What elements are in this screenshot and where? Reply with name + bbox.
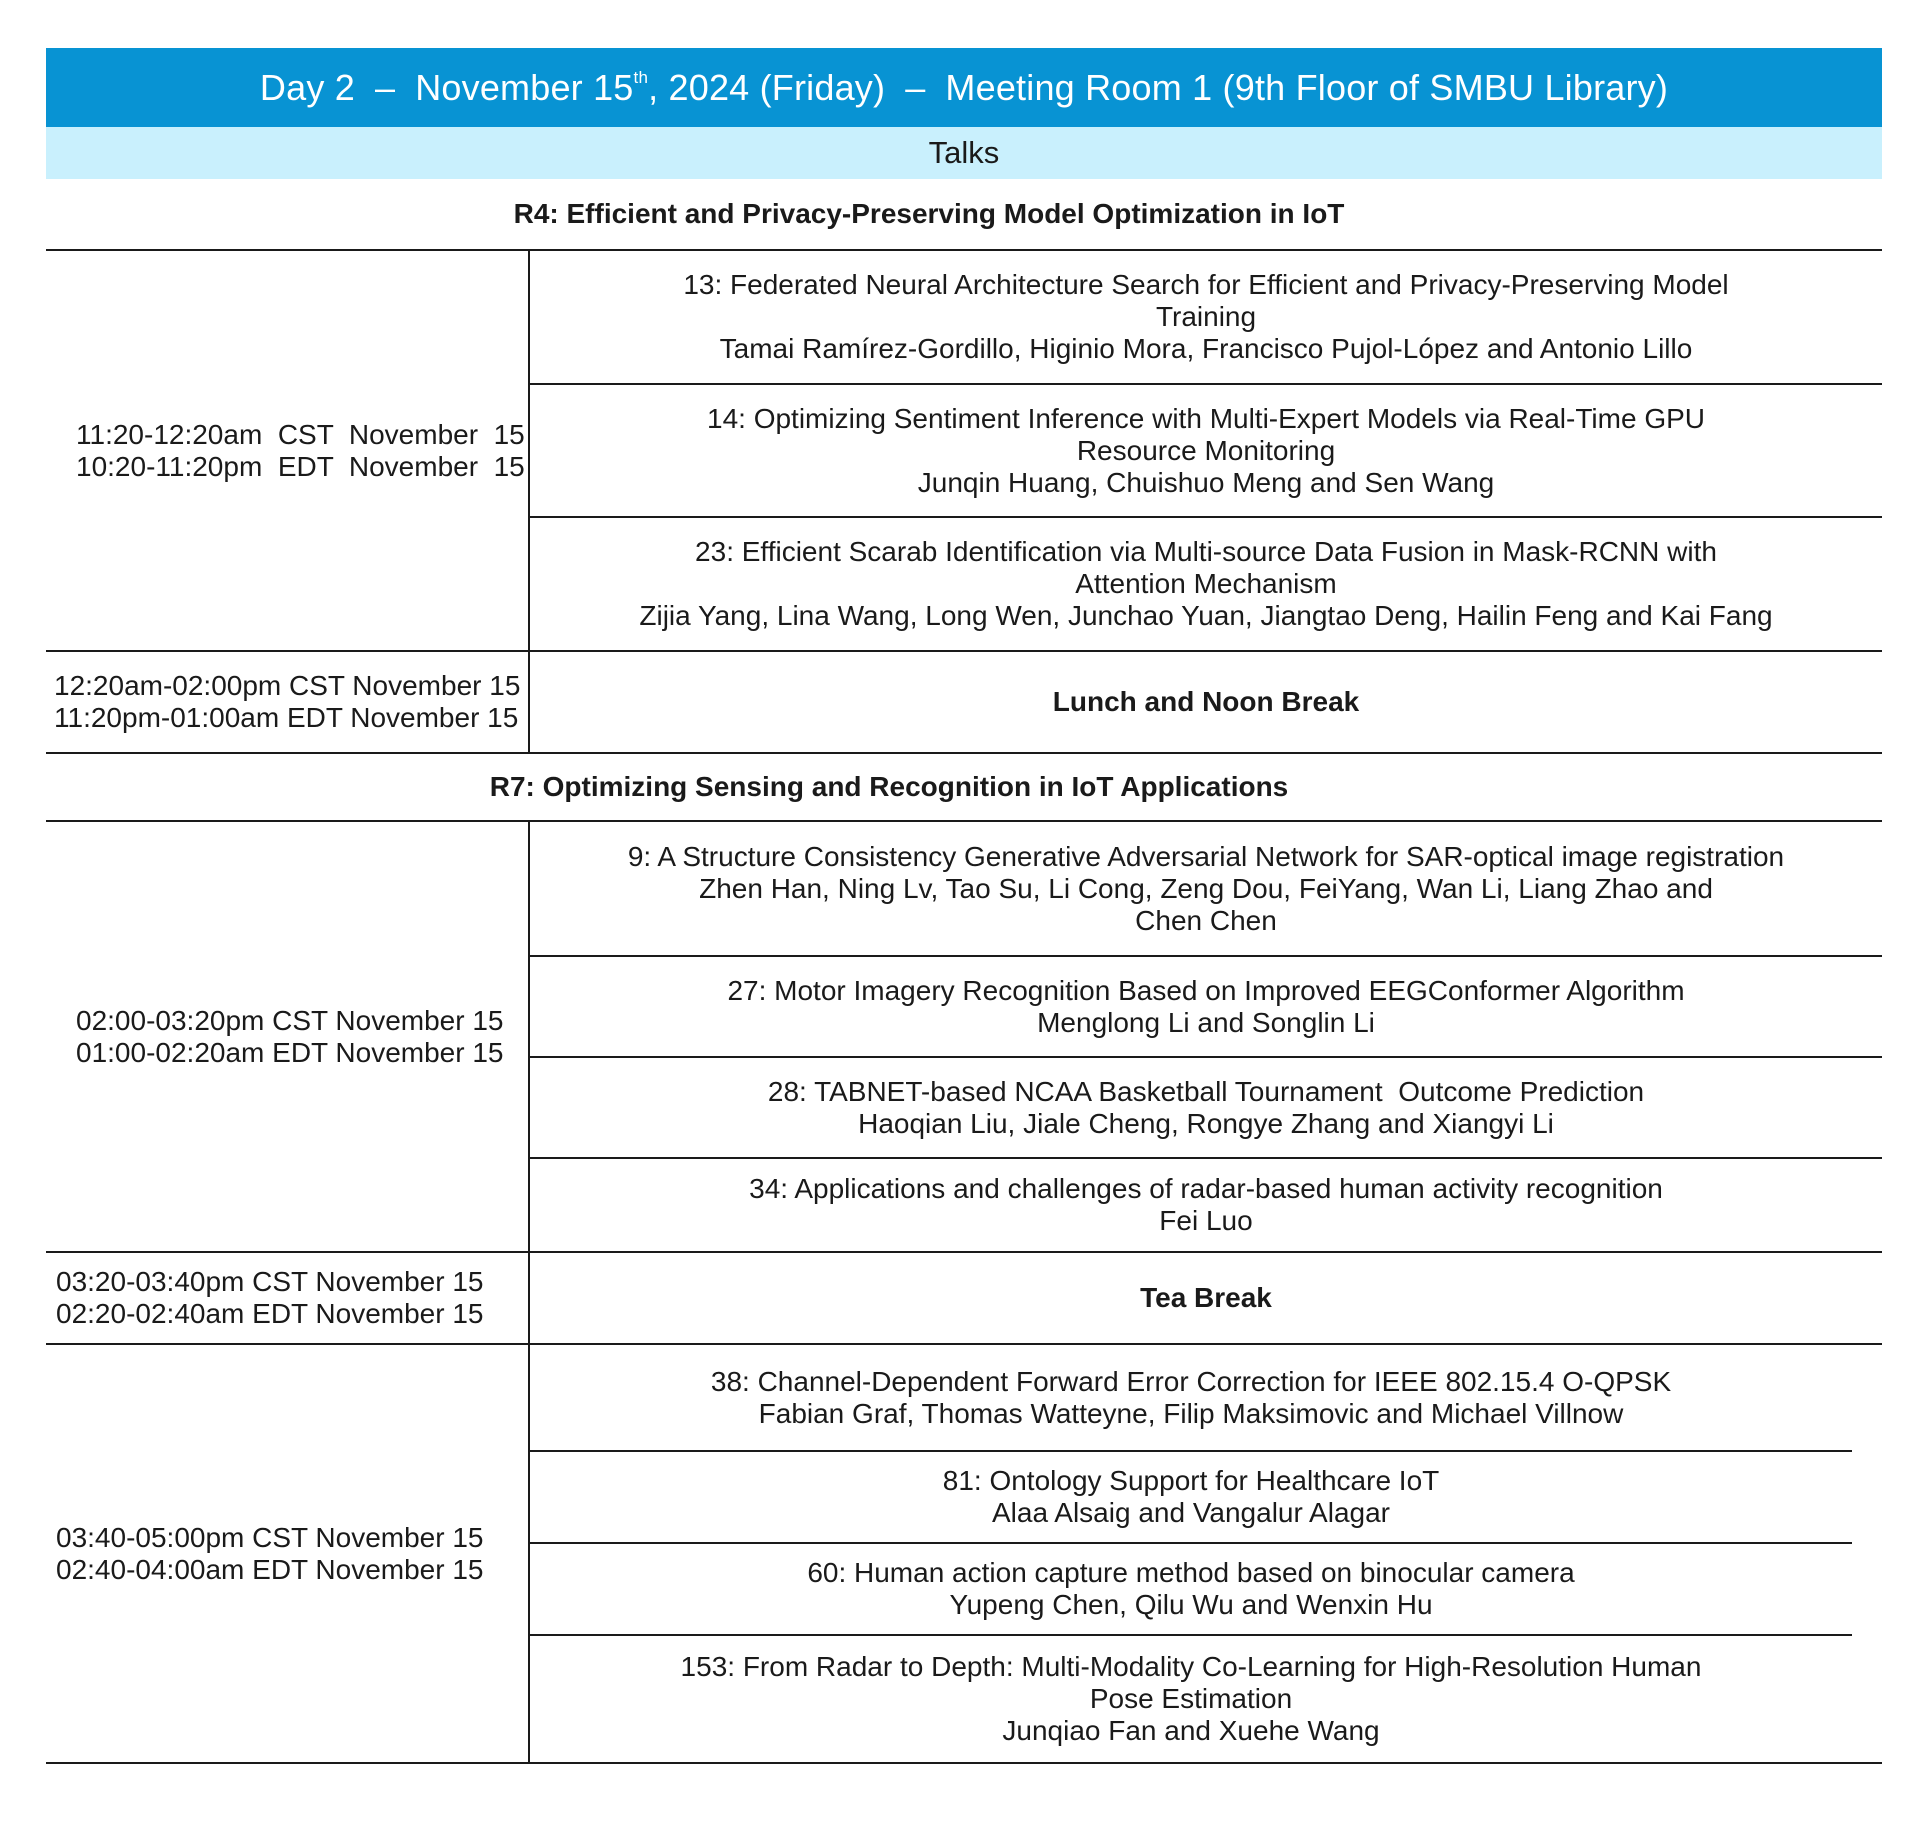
paper-authors: Menglong Li and Songlin Li: [1037, 1006, 1375, 1038]
paper-entry: [530, 1634, 1852, 1762]
time-slot: [46, 1345, 530, 1762]
paper-title: 34: Applications and challenges of radar-based human activity recognition: [749, 1173, 1663, 1204]
paper-title: 9: A Structure Consistency Generative Adversarial Network for SAR-optical image registration: [627, 840, 1785, 872]
date-prefix: November 15: [415, 66, 634, 108]
paper-list: [530, 822, 1882, 1251]
time-slot: [46, 652, 530, 752]
time-edt: 01:00-02:20am EDT November 15: [76, 1036, 504, 1068]
paper-entry: [530, 955, 1882, 1056]
time-slot: [46, 251, 530, 650]
tea-break-block: [46, 1251, 1882, 1343]
session-title-row-r7: [46, 752, 1882, 820]
header-separator: –: [905, 66, 926, 108]
time-edt: 02:40-04:00am EDT November 15: [56, 1553, 484, 1585]
paper-entry: [530, 1542, 1852, 1634]
paper-authors: Tamai Ramírez-Gordillo, Higinio Mora, Francisco Pujol-López and Antonio Lillo: [719, 333, 1693, 364]
session-block-final: [46, 1343, 1882, 1764]
time-edt: 11:20pm-01:00am EDT November 15: [54, 702, 519, 733]
time-slot: [46, 1253, 530, 1343]
section-label-bar: [46, 127, 1882, 179]
time-slot: [46, 822, 530, 1251]
paper-entry: [530, 516, 1882, 650]
paper-authors: Fabian Graf, Thomas Watteyne, Filip Maksimovic and Michael Villnow: [758, 1397, 1624, 1429]
time-cst: 11:20-12:20am CST November 15: [76, 418, 525, 450]
time-cst: 02:00-03:20pm CST November 15: [76, 1004, 504, 1036]
day-label: Day 2: [259, 66, 355, 108]
session-title-r4: R4: Efficient and Privacy-Preserving Model Optimization in IoT: [513, 198, 1345, 229]
paper-authors: Alaa Alsaig and Vangalur Alagar: [992, 1497, 1390, 1528]
paper-authors: Junqin Huang, Chuishuo Meng and Sen Wang: [917, 466, 1495, 498]
tea-break-label: Tea Break: [1140, 1282, 1272, 1313]
paper-list: [530, 251, 1882, 650]
day-header: [46, 48, 1882, 127]
paper-authors: Fei Luo: [1159, 1205, 1253, 1236]
session-block-r4: [46, 249, 1882, 650]
schedule-document: [46, 48, 1882, 1764]
paper-authors: Yupeng Chen, Qilu Wu and Wenxin Hu: [949, 1589, 1433, 1620]
header-separator: –: [374, 66, 396, 108]
location-label: Meeting Room 1 (9th Floor of SMBU Library): [945, 66, 1669, 108]
paper-title: 153: From Radar to Depth: Multi-Modality Co-Learning for High-Resolution Human Pose Estimation: [680, 1651, 1702, 1714]
section-label: Talks: [928, 135, 1000, 170]
session-block-r7: [46, 820, 1882, 1251]
paper-authors: Zijia Yang, Lina Wang, Long Wen, Junchao Yuan, Jiangtao Deng, Hailin Feng and Kai Fang: [639, 600, 1773, 631]
date-label: [415, 67, 885, 109]
date-rest: , 2024 (Friday): [648, 66, 886, 108]
date-suffix: th: [633, 67, 649, 87]
paper-list: [530, 1345, 1852, 1762]
paper-title: 28: TABNET-based NCAA Basketball Tournament Outcome Prediction: [767, 1075, 1645, 1107]
paper-title: 27: Motor Imagery Recognition Based on Improved EEGConformer Algorithm: [727, 974, 1685, 1006]
paper-entry: [530, 1450, 1852, 1542]
paper-entry: [530, 1345, 1852, 1450]
paper-title: 81: Ontology Support for Healthcare IoT: [942, 1465, 1440, 1496]
paper-title: 13: Federated Neural Architecture Search for Efficient and Privacy-Preserving Model Training: [683, 269, 1729, 332]
paper-title: 14: Optimizing Sentiment Inference with Multi-Expert Models via Real-Time GPU Resource Monitoring: [707, 402, 1705, 466]
paper-title: 38: Channel-Dependent Forward Error Correction for IEEE 802.15.4 O-QPSK: [710, 1365, 1672, 1397]
paper-authors: Haoqian Liu, Jiale Cheng, Rongye Zhang and Xiangyi Li: [858, 1107, 1554, 1139]
paper-entry: [530, 383, 1882, 516]
paper-entry: [530, 1056, 1882, 1157]
time-cst: 03:20-03:40pm CST November 15: [56, 1266, 484, 1297]
time-cst: 03:40-05:00pm CST November 15: [56, 1521, 484, 1553]
paper-authors: Junqiao Fan and Xuehe Wang: [1002, 1715, 1380, 1746]
lunch-break-label: Lunch and Noon Break: [1052, 686, 1360, 717]
time-cst: 12:20am-02:00pm CST November 15: [54, 670, 521, 701]
paper-title: 60: Human action capture method based on binocular camera: [807, 1557, 1575, 1588]
paper-entry: [530, 822, 1882, 955]
paper-title: 23: Efficient Scarab Identification via Multi-source Data Fusion in Mask-RCNN with Attention Mechanism: [695, 536, 1717, 599]
lunch-break-block: [46, 650, 1882, 752]
time-edt: 10:20-11:20pm EDT November 15: [76, 450, 525, 482]
time-edt: 02:20-02:40am EDT November 15: [56, 1298, 484, 1329]
paper-authors: Zhen Han, Ning Lv, Tao Su, Li Cong, Zeng Dou, FeiYang, Wan Li, Liang Zhao and Chen Chen: [699, 872, 1713, 936]
session-title-r7: R7: Optimizing Sensing and Recognition in IoT Applications: [489, 771, 1289, 802]
paper-entry: [530, 1157, 1882, 1251]
paper-entry: [530, 251, 1882, 383]
